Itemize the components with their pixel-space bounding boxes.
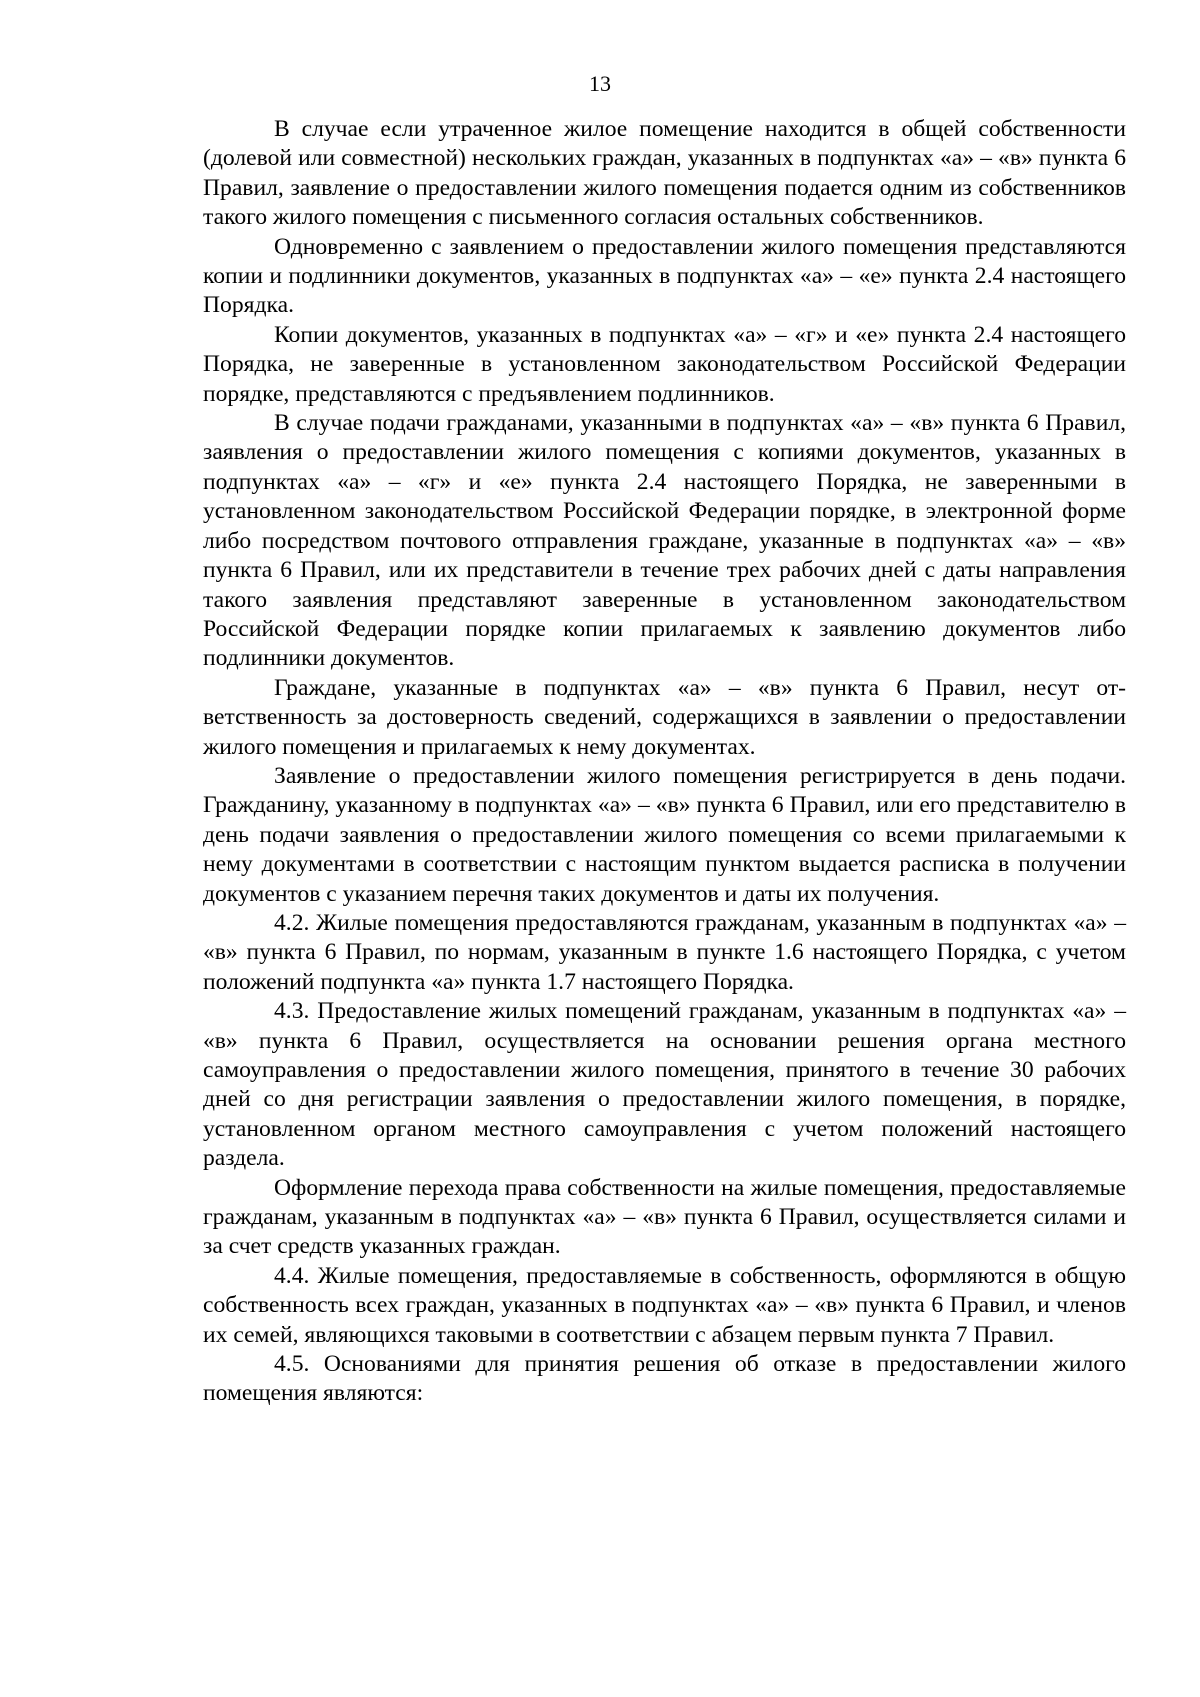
paragraph: Копии документов, указанных в подпунктах «а» – «г» и «е» пункта 2.4 настоящего Порядка, не заверенные в установленном законодательством Российской Федерации порядке, представляются с предъявлением подлинников. <box>203 321 1126 407</box>
document-body <box>203 115 1126 1409</box>
paragraph: 4.2. Жилые помещения предоставляются гражданам, указанным в подпунктах «а» – «в» пункта 6 Правил, по нормам, указанным в пункте 1.6 настоящего Порядка, с учетом положений подпункта «а» пункта 1.7 настоящего Порядка. <box>203 909 1126 995</box>
paragraph: Одновременно с заявлением о предоставлении жилого помещения представляются копии и подлинники документов, указанных в подпунктах «а» – «е» пункта 2.4 настоящего Порядка. <box>203 233 1126 319</box>
page-number: 13 <box>589 71 611 96</box>
paragraph: 4.3. Предоставление жилых помещений гражданам, указанным в подпунктах «а» – «в» пункта 6 Правил, осуществляется на основании решения органа местного самоуправления о предоставлении жилого помещения, принятого в течение 30 рабочих дней со дня регистрации заявления о предоставлении жилого помещения, в порядке, установленном органом местного самоуправления с учетом положений настоящего раздела. <box>203 998 1126 1172</box>
paragraph: Заявление о предоставлении жилого помещения регистрируется в день подачи. Гражданину, указанному в подпунктах «а» – «в» пункта 6 Правил, или его представителю в день подачи заявления о предоставлении жилого помещения со всеми прилагаемыми к нему документами в соответствии с настоящим пунктом выдается расписка в получении документов с указанием перечня таких документов и даты их получения. <box>203 762 1126 907</box>
paragraph: В случае подачи гражданами, указанными в подпунктах «а» – «в» пункта 6 Правил, заявления о предоставлении жилого помещения с копиями документов, указанных в подпунктах «а» – «г» и «е» пункта 2.4 настоящего Порядка, не заверенными в установленном законодательством Российской Федерации порядке, в электронной форме либо посредством почтового отправления граждане, указанные в подпунктах «а» – «в» пункта 6 Правил, или их представители в течение трех рабочих дней с даты направления такого заявления представляют заверенные в установленном законодательством Российской Федерации порядке копии прилагаемых к заявлению документов либо подлинники документов. <box>203 410 1126 672</box>
paragraph: 4.5. Основаниями для принятия решения об отказе в предоставлении жилого помещения являются: <box>203 1351 1126 1407</box>
paragraph: 4.4. Жилые помещения, предоставляемые в собственность, оформляются в общую собственность всех граждан, указанных в подпунктах «а» – «в» пункта 6 Правил, и членов их семей, являющихся таковыми в соответствии с абзацем первым пункта 7 Правил. <box>203 1262 1126 1348</box>
paragraph: Граждане, указанные в подпунктах «а» – «в» пункта 6 Правил, несут ответственность за достоверность сведений, содержащихся в заявлении о предоставлении жилого помещения и прилагаемых к нему документах. <box>203 674 1126 760</box>
paragraph: Оформление перехода права собственности на жилые помещения, предоставляемые гражданам, указанным в подпунктах «а» – «в» пункта 6 Правил, осуществляется силами и за счет средств указанных граждан. <box>203 1174 1126 1260</box>
paragraph: В случае если утраченное жилое помещение находится в общей собственности (долевой или совместной) нескольких граждан, указанных в подпунктах «а» – «в» пункта 6 Правил, заявление о предоставлении жилого помещения подается одним из собственников такого жилого помещения с письменного согласия остальных собственников. <box>203 116 1126 231</box>
